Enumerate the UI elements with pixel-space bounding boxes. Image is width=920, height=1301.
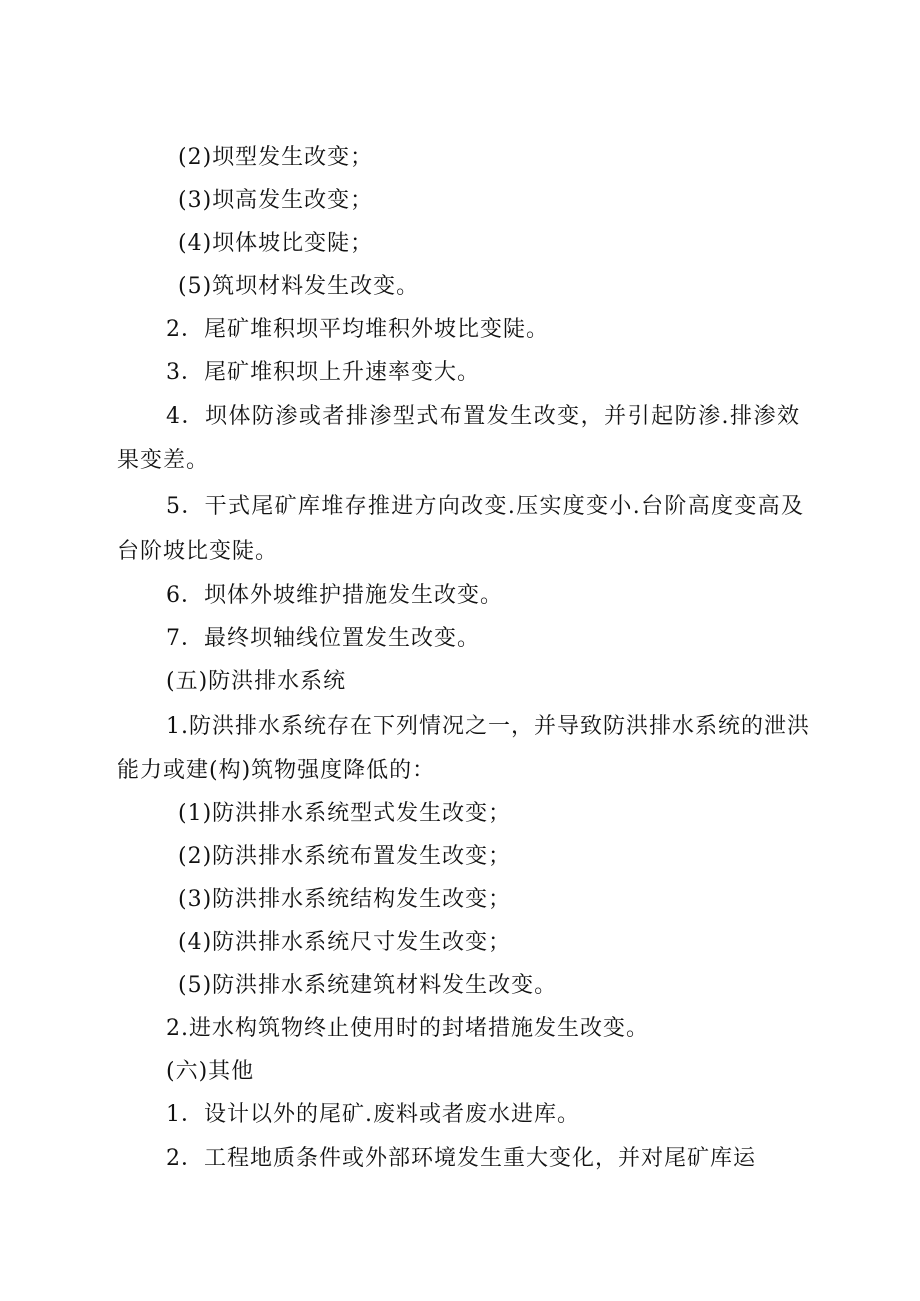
list-item: (3)坝高发生改变； [178,188,374,213]
list-item: (4)防洪排水系统尺寸发生改变； [178,930,512,955]
paragraph-line: 果变差。 [117,448,210,473]
paragraph-line: 1.防洪排水系统存在下列情况之一，并导致防洪排水系统的泄洪 [166,714,810,739]
list-item: (2)坝型发生改变； [178,145,374,170]
list-item: (5)防洪排水系统建筑材料发生改变。 [178,973,558,998]
list-item: (4)坝体坡比变陡； [178,231,374,256]
paragraph-line: 能力或建(构)筑物强度降低的： [117,758,436,783]
list-item: 2．尾矿堆积坝平均堆积外坡比变陡。 [166,317,549,342]
list-item: 2.进水构筑物终止使用时的封堵措施发生改变。 [166,1016,649,1041]
paragraph-line: 4．坝体防渗或者排渗型式布置发生改变，并引起防渗.排渗效 [166,404,800,429]
list-item: (1)防洪排水系统型式发生改变； [178,801,512,826]
list-item: 7．最终坝轴线位置发生改变。 [166,626,480,651]
list-item: 6．坝体外坡维护措施发生改变。 [166,583,503,608]
list-item: (3)防洪排水系统结构发生改变； [178,887,512,912]
list-item: 1．设计以外的尾矿.废料或者废水进库。 [166,1102,580,1127]
paragraph-line: 台阶坡比变陡。 [117,539,279,564]
section-heading: (六)其他 [166,1059,255,1084]
list-item: 3．尾矿堆积坝上升速率变大。 [166,360,480,385]
paragraph-line: 5．干式尾矿库堆存推进方向改变.压实度变小.台阶高度变高及 [166,494,804,519]
list-item: (2)防洪排水系统布置发生改变； [178,844,512,869]
paragraph-line: 2．工程地质条件或外部环境发生重大变化，并对尾矿库运 [166,1146,756,1171]
section-heading: (五)防洪排水系统 [166,669,347,694]
list-item: (5)筑坝材料发生改变。 [178,274,420,299]
